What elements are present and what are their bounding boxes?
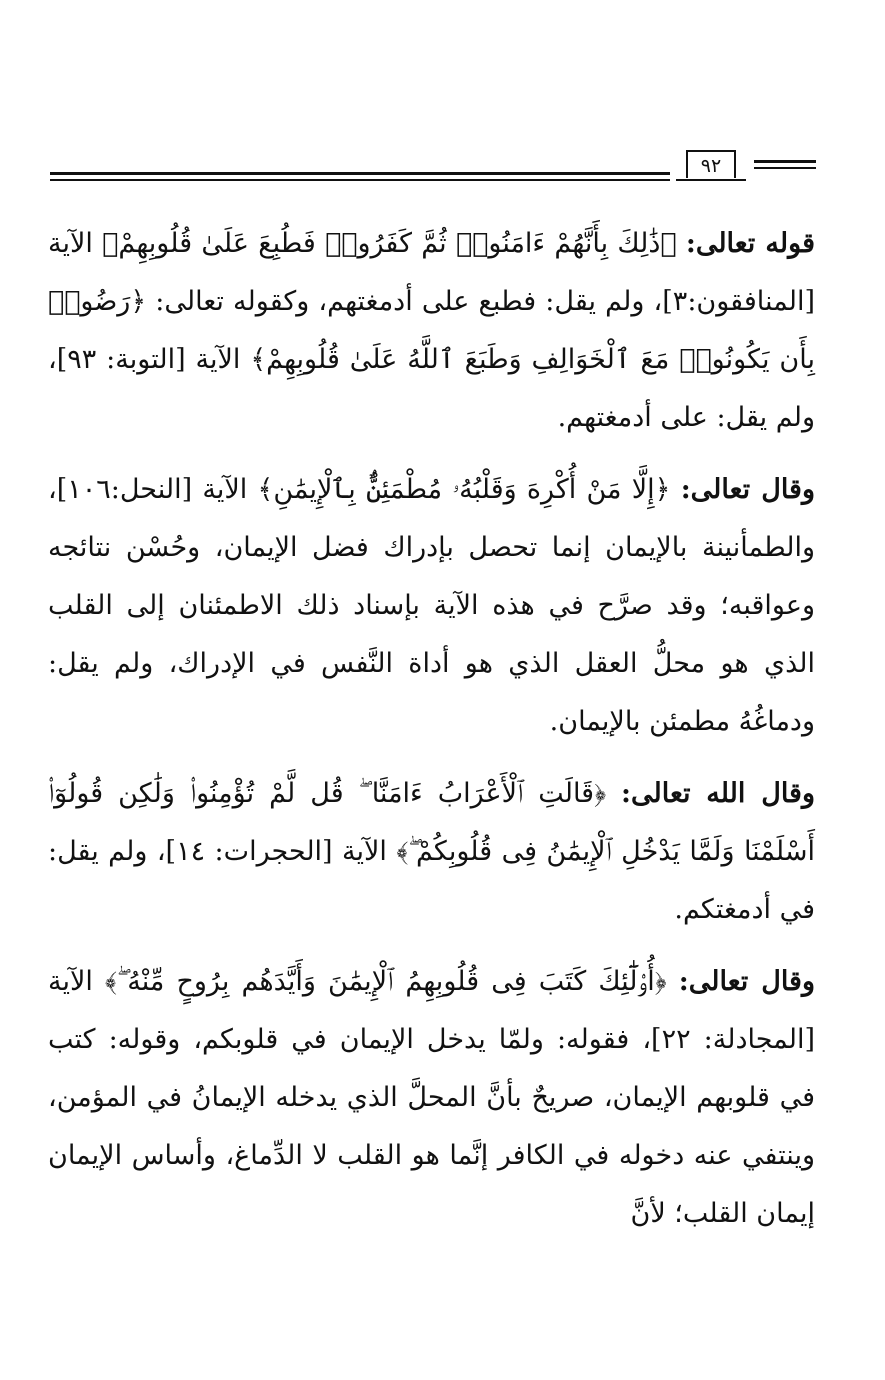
header-rule-short — [754, 160, 816, 163]
body-text: الآية [الحجرات: ١٤]، ولم يقل: في أدمغتكم. — [48, 836, 815, 925]
quran-verse: ﴿قَالَتِ ٱلْأَعْرَابُ ءَامَنَّا ۖ قُل لَّمْ تُؤْمِنُوا۟ وَلَٰكِن قُولُوٓا۟ أَسْلَمْنَا وَلَمَّا يَدْخُلِ ٱلْإِيمَٰنُ فِى قُلُوبِكُمْ ۖ﴾ — [48, 778, 815, 867]
quran-verse: ﴿ذَٰلِكَ بِأَنَّهُمْ ءَامَنُوا۟ ثُمَّ كَفَرُوا۟ فَطُبِعَ عَلَىٰ قُلُوبِهِمْ﴾ — [102, 228, 677, 259]
paragraph-3 — [48, 765, 815, 939]
quran-verse: ﴿رَضُوا۟ بِأَن يَكُونُوا۟ مَعَ ٱلْخَوَالِفِ وَطَبَعَ ٱللَّهُ عَلَىٰ قُلُوبِهِمْ﴾ — [48, 286, 815, 375]
lead-phrase: وقال تعالى: — [678, 966, 815, 997]
quran-verse: ﴿إِلَّا مَنْ أُكْرِهَ وَقَلْبُهُۥ مُطْمَئِنٌّۢ بِٱلْإِيمَٰنِ﴾ — [257, 474, 681, 505]
body-text: الآية [النحل:١٠٦]، والطمأنينة بالإيمان إنما تحصل بإدراك فضل الإيمان، وحُسْن نتائجه وعواقبه؛ وقد صرَّح في هذه الآية بإسناد ذلك الاطمئنان إلى القلب الذي هو محلُّ العقل الذي هو أداة النَّفس في الإدراك، ولم يقل: ودماغُهُ مطمئن بالإيمان. — [48, 474, 815, 737]
header-rule-long-thin — [50, 179, 670, 181]
header-rule-long — [50, 172, 670, 175]
paragraph-2 — [48, 461, 815, 751]
lead-phrase: وقال تعالى: — [680, 474, 816, 505]
lead-phrase: قوله تعالى: — [685, 228, 815, 259]
body-text: الآية [المنافقون:٣]، ولم يقل: فطبع على أدمغتهم، وكقوله تعالى: — [48, 228, 815, 317]
page-number-underline — [676, 179, 746, 181]
lead-phrase: وقال الله تعالى: — [621, 778, 815, 809]
quran-verse: ﴿أُو۟لَٰٓئِكَ كَتَبَ فِى قُلُوبِهِمُ ٱلْإِيمَٰنَ وَأَيَّدَهُم بِرُوحٍ مِّنْهُ ۖ﴾ — [105, 966, 679, 997]
body-text: الآية [التوبة: ٩٣]، ولم يقل: على أدمغتهم. — [48, 344, 815, 433]
page-header — [0, 150, 885, 190]
page-number: ٩٢ — [686, 150, 736, 178]
page-body — [48, 215, 815, 1257]
paragraph-1 — [48, 215, 815, 447]
header-rule-short-thin — [754, 167, 816, 169]
body-text: الآية [المجادلة: ٢٢]، فقوله: ولمّا يدخل الإيمان في قلوبكم، وقوله: كتب في قلوبهم الإيمان، صريحٌ بأنَّ المحلَّ الذي يدخله الإيمانُ في المؤمن، وينتفي عنه دخوله في الكافر إنَّما هو القلب لا الدِّماغ، وأساس الإيمان إيمان القلب؛ لأنَّ — [48, 966, 816, 1229]
paragraph-4 — [48, 953, 815, 1243]
